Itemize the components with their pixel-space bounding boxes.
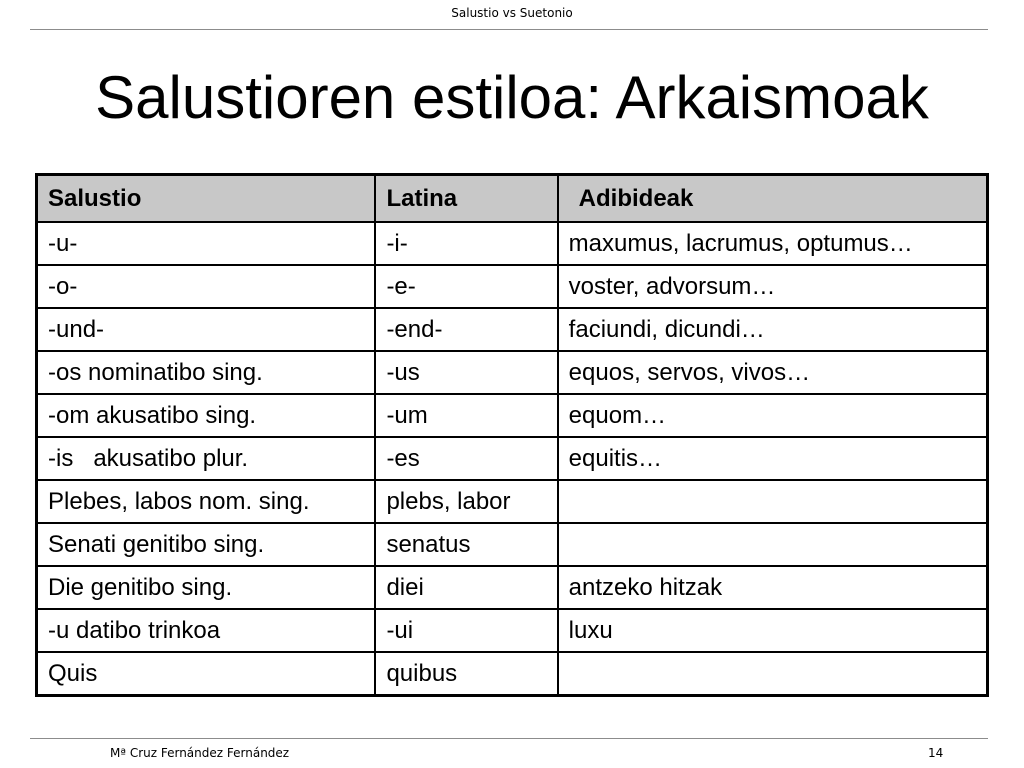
cell-latina: quibus bbox=[375, 652, 557, 696]
cell-adibideak: faciundi, dicundi… bbox=[558, 308, 988, 351]
table-row bbox=[37, 265, 988, 308]
table-row bbox=[37, 308, 988, 351]
cell-salustio: -is akusatibo plur. bbox=[37, 437, 376, 480]
cell-salustio: Plebes, labos nom. sing. bbox=[37, 480, 376, 523]
slide-header: Salustio vs Suetonio bbox=[451, 6, 573, 20]
cell-adibideak: luxu bbox=[558, 609, 988, 652]
table-row bbox=[37, 351, 988, 394]
cell-latina: diei bbox=[375, 566, 557, 609]
cell-latina: -end- bbox=[375, 308, 557, 351]
cell-adibideak: antzeko hitzak bbox=[558, 566, 988, 609]
cell-salustio: -om akusatibo sing. bbox=[37, 394, 376, 437]
cell-latina: -um bbox=[375, 394, 557, 437]
cell-salustio: Quis bbox=[37, 652, 376, 696]
archaisms-table bbox=[35, 173, 989, 697]
cell-adibideak: equom… bbox=[558, 394, 988, 437]
header-adibideak: Adibideak bbox=[558, 175, 988, 223]
cell-adibideak bbox=[558, 523, 988, 566]
table-row bbox=[37, 566, 988, 609]
footer-divider bbox=[30, 738, 988, 739]
table-row bbox=[37, 523, 988, 566]
header-divider bbox=[30, 29, 988, 30]
header-latina: Latina bbox=[375, 175, 557, 223]
cell-adibideak: voster, advorsum… bbox=[558, 265, 988, 308]
table-row bbox=[37, 480, 988, 523]
table-row bbox=[37, 222, 988, 265]
cell-latina: -e- bbox=[375, 265, 557, 308]
cell-salustio: Senati genitibo sing. bbox=[37, 523, 376, 566]
table-row bbox=[37, 437, 988, 480]
cell-latina: -i- bbox=[375, 222, 557, 265]
cell-latina: -ui bbox=[375, 609, 557, 652]
page-number: 14 bbox=[928, 746, 944, 760]
table-header-row bbox=[37, 175, 988, 223]
slide-title: Salustioren estiloa: Arkaismoak bbox=[95, 64, 929, 131]
cell-salustio: -u- bbox=[37, 222, 376, 265]
table-row bbox=[37, 394, 988, 437]
cell-latina: -es bbox=[375, 437, 557, 480]
cell-adibideak bbox=[558, 652, 988, 696]
cell-latina: plebs, labor bbox=[375, 480, 557, 523]
cell-salustio: Die genitibo sing. bbox=[37, 566, 376, 609]
cell-salustio: -o- bbox=[37, 265, 376, 308]
cell-adibideak bbox=[558, 480, 988, 523]
header-salustio: Salustio bbox=[37, 175, 376, 223]
footer-author: Mª Cruz Fernández Fernández bbox=[110, 746, 290, 760]
cell-adibideak: equos, servos, vivos… bbox=[558, 351, 988, 394]
cell-latina: -us bbox=[375, 351, 557, 394]
table-row bbox=[37, 609, 988, 652]
table-row bbox=[37, 652, 988, 696]
archaisms-table-container bbox=[35, 173, 989, 697]
cell-latina: senatus bbox=[375, 523, 557, 566]
cell-salustio: -u datibo trinkoa bbox=[37, 609, 376, 652]
cell-salustio: -os nominatibo sing. bbox=[37, 351, 376, 394]
cell-adibideak: equitis… bbox=[558, 437, 988, 480]
cell-adibideak: maxumus, lacrumus, optumus… bbox=[558, 222, 988, 265]
cell-salustio: -und- bbox=[37, 308, 376, 351]
